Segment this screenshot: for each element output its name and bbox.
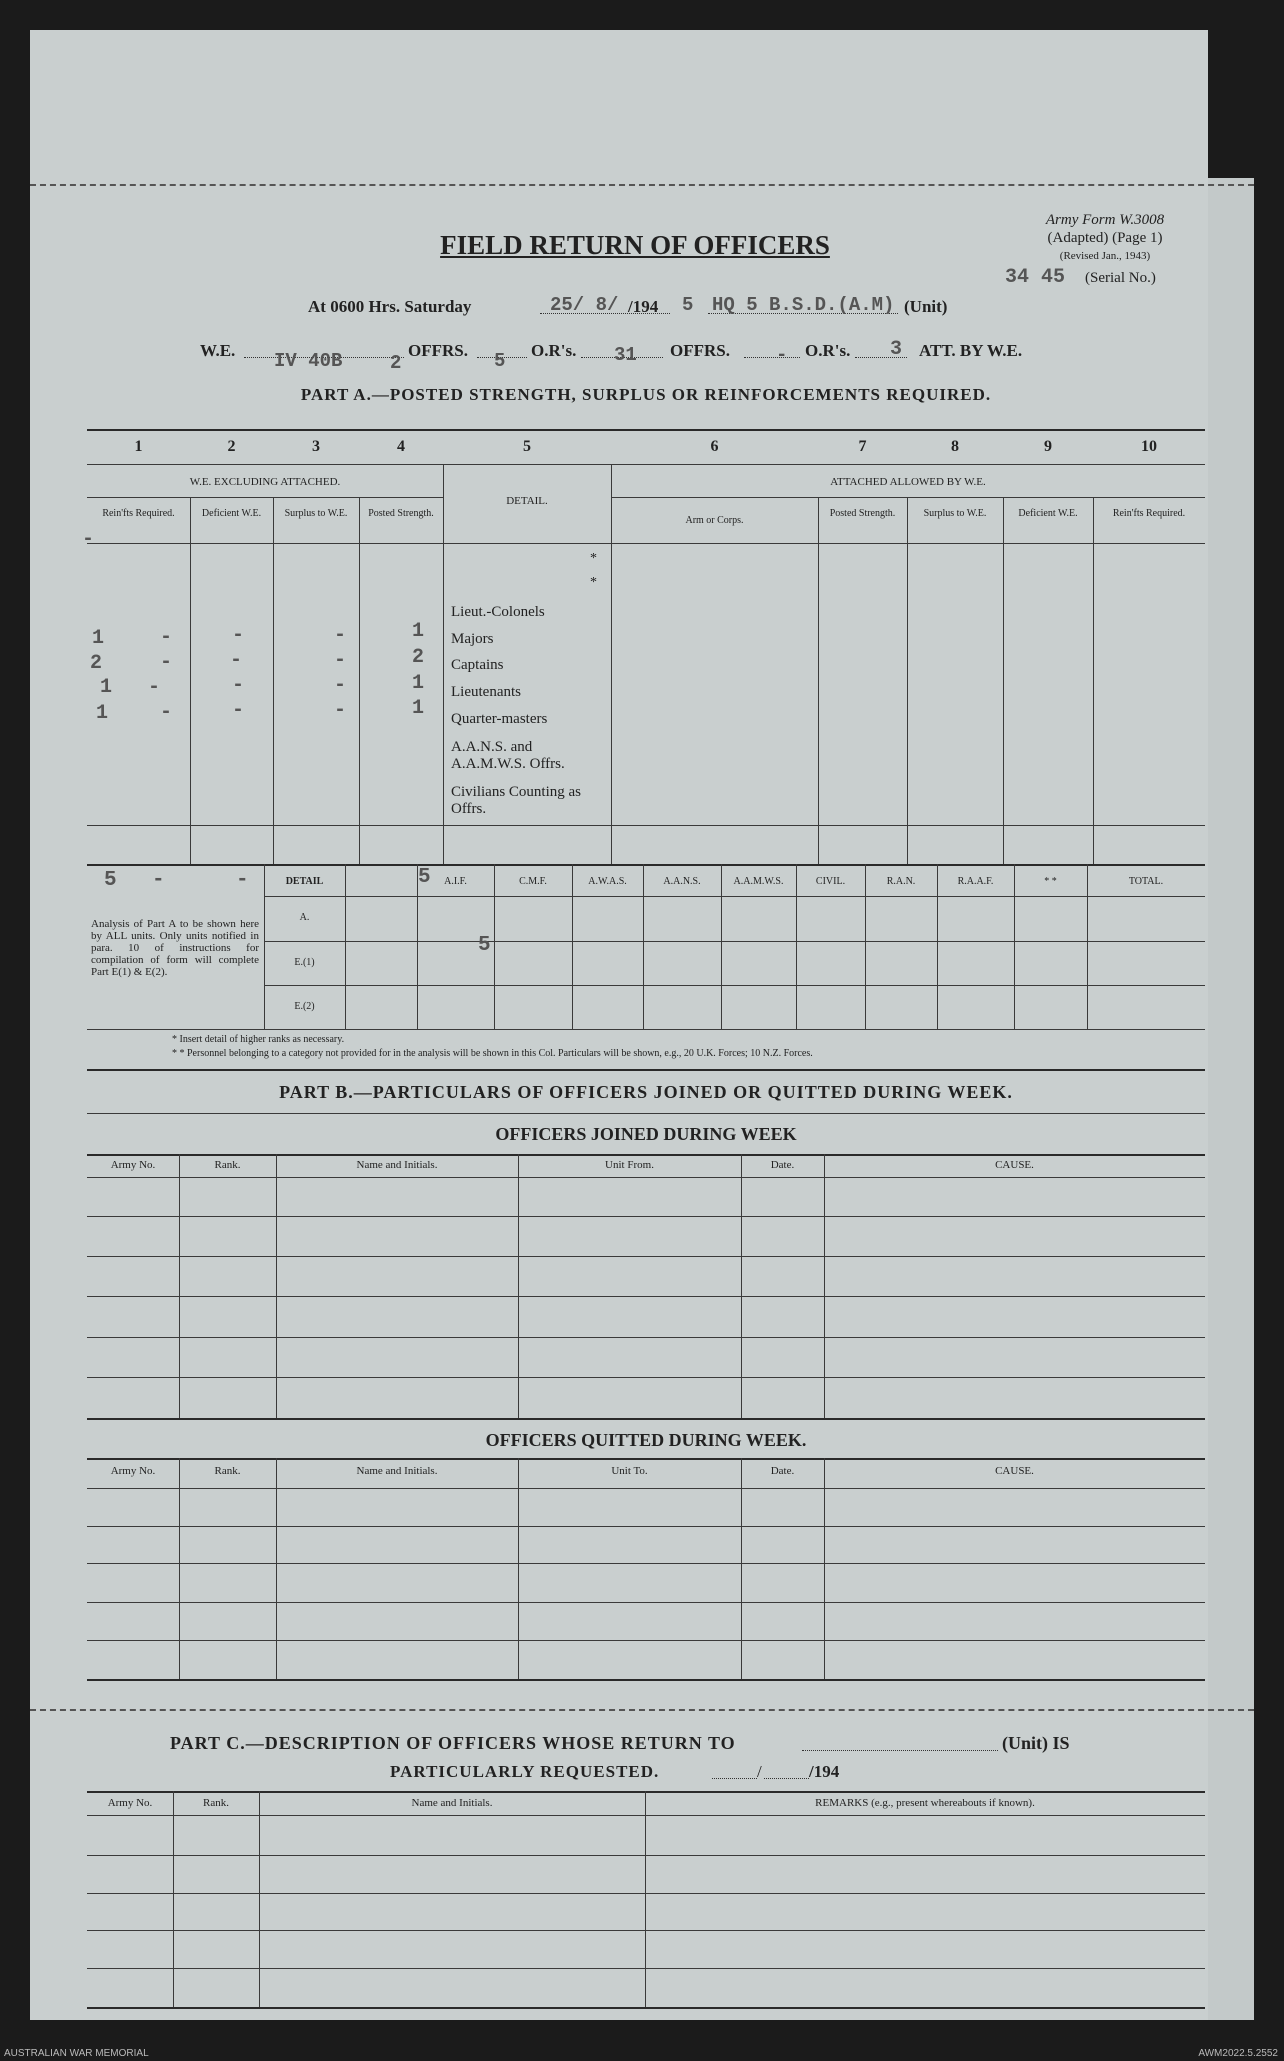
ors-value-2: -: [776, 344, 788, 366]
footer-credit: AUSTRALIAN WAR MEMORIAL: [4, 2048, 149, 2059]
we-label: W.E.: [200, 341, 236, 360]
unit-typed: HQ 5 B.S.D.(A.M): [712, 294, 895, 316]
rank-majors: Majors: [451, 631, 494, 647]
col-number-1: 1: [134, 438, 143, 455]
ors-value-1: 5: [494, 350, 506, 372]
analysis-row-a: A.: [299, 912, 310, 923]
analysis-col-aamws: A.A.M.W.S.: [733, 876, 784, 887]
serial-number-value: 34 45: [1005, 266, 1066, 289]
joined-col-cause: CAUSE.: [995, 1159, 1034, 1171]
revised-note: (Revised Jan., 1943): [1059, 250, 1151, 262]
att-value: 3: [890, 338, 903, 361]
joined-col-army-no: Army No.: [110, 1159, 156, 1171]
col-number-3: 3: [312, 438, 320, 455]
perforation-top: [30, 184, 1254, 186]
ors-label-2: O.R's.: [805, 341, 851, 360]
part-a-title: PART A.—POSTED STRENGTH, SURPLUS OR REINFORCEMENTS REQUIRED.: [300, 385, 992, 404]
quitted-col-cause: CAUSE.: [995, 1465, 1034, 1477]
surplus-value: -: [334, 674, 347, 697]
adapted-note: (Adapted) (Page 1): [1047, 230, 1163, 246]
col-number-10: 10: [1141, 438, 1157, 455]
form-sheet: [30, 30, 1208, 2020]
we-typed: IV 40B: [274, 350, 343, 372]
subhead-att-surplus: Surplus to W.E.: [923, 508, 987, 519]
col-number-9: 9: [1044, 438, 1052, 455]
col-number-4: 4: [397, 438, 405, 455]
detail-header: DETAIL.: [506, 495, 548, 507]
subhead-deficient: Deficient W.E.: [201, 508, 262, 519]
part-c-col-army-no: Army No.: [107, 1797, 153, 1809]
part-b-title: PART B.—PARTICULARS OF OFFICERS JOINED OR QUITTED DURING WEEK.: [279, 1082, 1013, 1102]
date-typed: 25/ 8/: [550, 294, 619, 316]
at-line-label: At 0600 Hrs. Saturday: [308, 297, 472, 316]
quitted-col-unit-to: Unit To.: [611, 1465, 648, 1477]
analysis-detail-label: DETAIL: [285, 876, 324, 887]
year-digit: 5: [682, 294, 694, 316]
form-reference: [1005, 211, 1205, 265]
surplus-value: -: [334, 649, 347, 672]
posted-strength-value: 1: [412, 672, 425, 695]
analysis-row-e1: E.(1): [294, 957, 315, 968]
posted-strength-value: 1: [412, 620, 425, 643]
rank-civilians: Civilians Counting as Offrs.: [451, 784, 582, 817]
part-c-requested: PARTICULARLY REQUESTED.: [390, 1762, 660, 1781]
rank-lieutenants: Lieutenants: [451, 684, 521, 700]
col-number-6: 6: [710, 438, 719, 455]
year-prefix: /194: [628, 297, 659, 316]
analysis-col-ran: R.A.N.: [886, 876, 916, 887]
col-number-7: 7: [858, 438, 867, 455]
offrs-value-2: 31: [614, 344, 637, 366]
offrs2-dots: [744, 357, 800, 358]
reinf-dash: -: [160, 651, 173, 674]
part-c-date-slash: /: [757, 1762, 762, 1781]
part-c-unit-is: (Unit) IS: [1002, 1733, 1070, 1753]
reinf-value: 1: [96, 702, 109, 725]
quitted-col-name: Name and Initials.: [356, 1465, 438, 1477]
footnote-1: * Insert detail of higher ranks as necessary.: [172, 1034, 345, 1045]
rank-quarter-masters: Quarter-masters: [451, 711, 548, 727]
part-c-date-dots-2: [764, 1778, 809, 1779]
subhead-att-deficient: Deficient W.E.: [1018, 508, 1078, 519]
deficient-value: -: [232, 624, 245, 647]
part-c-unit-dots: [802, 1750, 998, 1751]
footer-accession: AWM2022.5.2552: [1198, 2048, 1278, 2059]
subhead-att-posted: Posted Strength.: [829, 508, 896, 519]
quitted-title: OFFICERS QUITTED DURING WEEK.: [485, 1430, 807, 1450]
underlying-sheet: [1208, 178, 1254, 2020]
analysis-col-aif: A.I.F.: [444, 876, 467, 887]
posted-strength-value: 1: [412, 697, 425, 720]
reinf-dash: -: [160, 701, 173, 724]
analysis-row-e2: E.(2): [294, 1001, 315, 1012]
joined-col-date: Date.: [770, 1159, 795, 1171]
reinf-dash: -: [160, 626, 173, 649]
analysis-note: Analysis of Part A to be shown here by ALL units. Only units notified in para. 10 of instructions for compilation of form will complete Part E(1) & E(2).: [91, 918, 259, 978]
subhead-att-reinf: Rein'fts Required.: [1112, 508, 1186, 519]
offrs-value-1: 2: [390, 352, 402, 374]
serial-number-label: (Serial No.): [1085, 270, 1156, 286]
posted-strength-value: 2: [412, 646, 425, 669]
joined-title: OFFICERS JOINED DURING WEEK: [495, 1124, 797, 1144]
star-note-2: *: [590, 575, 597, 590]
analysis-col-awas: A.W.A.S.: [588, 876, 627, 887]
part-c-title: PART C.—DESCRIPTION OF OFFICERS WHOSE RETURN TO: [170, 1733, 736, 1753]
deficient-value: -: [232, 699, 245, 722]
part-c-year: /194: [809, 1762, 840, 1781]
part-c-col-remarks: REMARKS (e.g., present whereabouts if known).: [815, 1797, 1035, 1809]
part-c-col-rank: Rank.: [203, 1797, 229, 1809]
analysis-total-value: -: [152, 869, 165, 892]
form-title: FIELD RETURN OF OFFICERS: [440, 230, 830, 260]
rank-aans: A.A.N.S. and A.A.M.W.S. Offrs.: [451, 739, 565, 772]
joined-col-unit-from: Unit From.: [605, 1159, 654, 1171]
surplus-value: -: [334, 699, 347, 722]
we-excluding-header: W.E. EXCLUDING ATTACHED.: [189, 476, 341, 488]
rank-captains: Captains: [451, 657, 504, 673]
surplus-value: -: [334, 624, 347, 647]
col-number-5: 5: [523, 438, 531, 455]
joined-col-rank: Rank.: [214, 1159, 241, 1171]
part-c-col-name: Name and Initials.: [411, 1797, 493, 1809]
army-form-number: Army Form W.3008: [1045, 212, 1165, 228]
aif-row-a-value: 5: [478, 934, 491, 957]
reinf-extra-dash: -: [82, 528, 95, 551]
subhead-posted: Posted Strength.: [368, 508, 434, 519]
analysis-total-value: 5: [104, 869, 117, 892]
aif-top-value: 5: [418, 866, 431, 889]
offrs-label: OFFRS.: [408, 341, 468, 360]
att-label: ATT. BY W.E.: [919, 341, 1023, 360]
analysis-col-civil: CIVIL.: [815, 876, 846, 887]
rank-lieut-colonels: Lieut.-Colonels: [451, 604, 545, 620]
deficient-value: -: [230, 649, 243, 672]
reinf-value: 1: [92, 627, 105, 650]
footnote-2: * * Personnel belonging to a category not provided for in the analysis will be shown in this Col. Particulars will be shown, e.g., 20 U.K. Forces; 10 N.Z. Forces.: [172, 1048, 813, 1059]
analysis-col-other: * *: [1044, 876, 1057, 887]
col-number-8: 8: [951, 438, 959, 455]
ors-label: O.R's.: [531, 341, 577, 360]
analysis-total-value: -: [236, 869, 249, 892]
analysis-col-total: TOTAL.: [1128, 876, 1164, 887]
analysis-col-cmf: C.M.F.: [519, 876, 547, 887]
subhead-surplus: Surplus to W.E.: [284, 508, 348, 519]
quitted-col-date: Date.: [770, 1465, 795, 1477]
col-number-2: 2: [227, 438, 236, 455]
subhead-reinf: Rein'fts Required.: [102, 508, 175, 519]
star-note-1: *: [590, 551, 597, 566]
joined-col-name: Name and Initials.: [356, 1159, 438, 1171]
reinf-value: 2: [90, 652, 103, 675]
analysis-col-aans: A.A.N.S.: [663, 876, 701, 887]
reinf-value: 1: [100, 676, 113, 699]
quitted-col-rank: Rank.: [214, 1465, 241, 1477]
analysis-col-raaf: R.A.A.F.: [957, 876, 994, 887]
attached-header: ATTACHED ALLOWED BY W.E.: [830, 476, 986, 488]
reinf-dash: -: [148, 676, 161, 699]
deficient-value: -: [232, 674, 245, 697]
offrs-label-2: OFFRS.: [670, 341, 730, 360]
unit-label: (Unit): [904, 297, 948, 316]
part-c-date-dots: [712, 1778, 757, 1779]
subhead-arm-corps: Arm or Corps.: [685, 515, 744, 526]
quitted-col-army-no: Army No.: [110, 1465, 156, 1477]
perforation-bottom: [30, 1709, 1254, 1711]
